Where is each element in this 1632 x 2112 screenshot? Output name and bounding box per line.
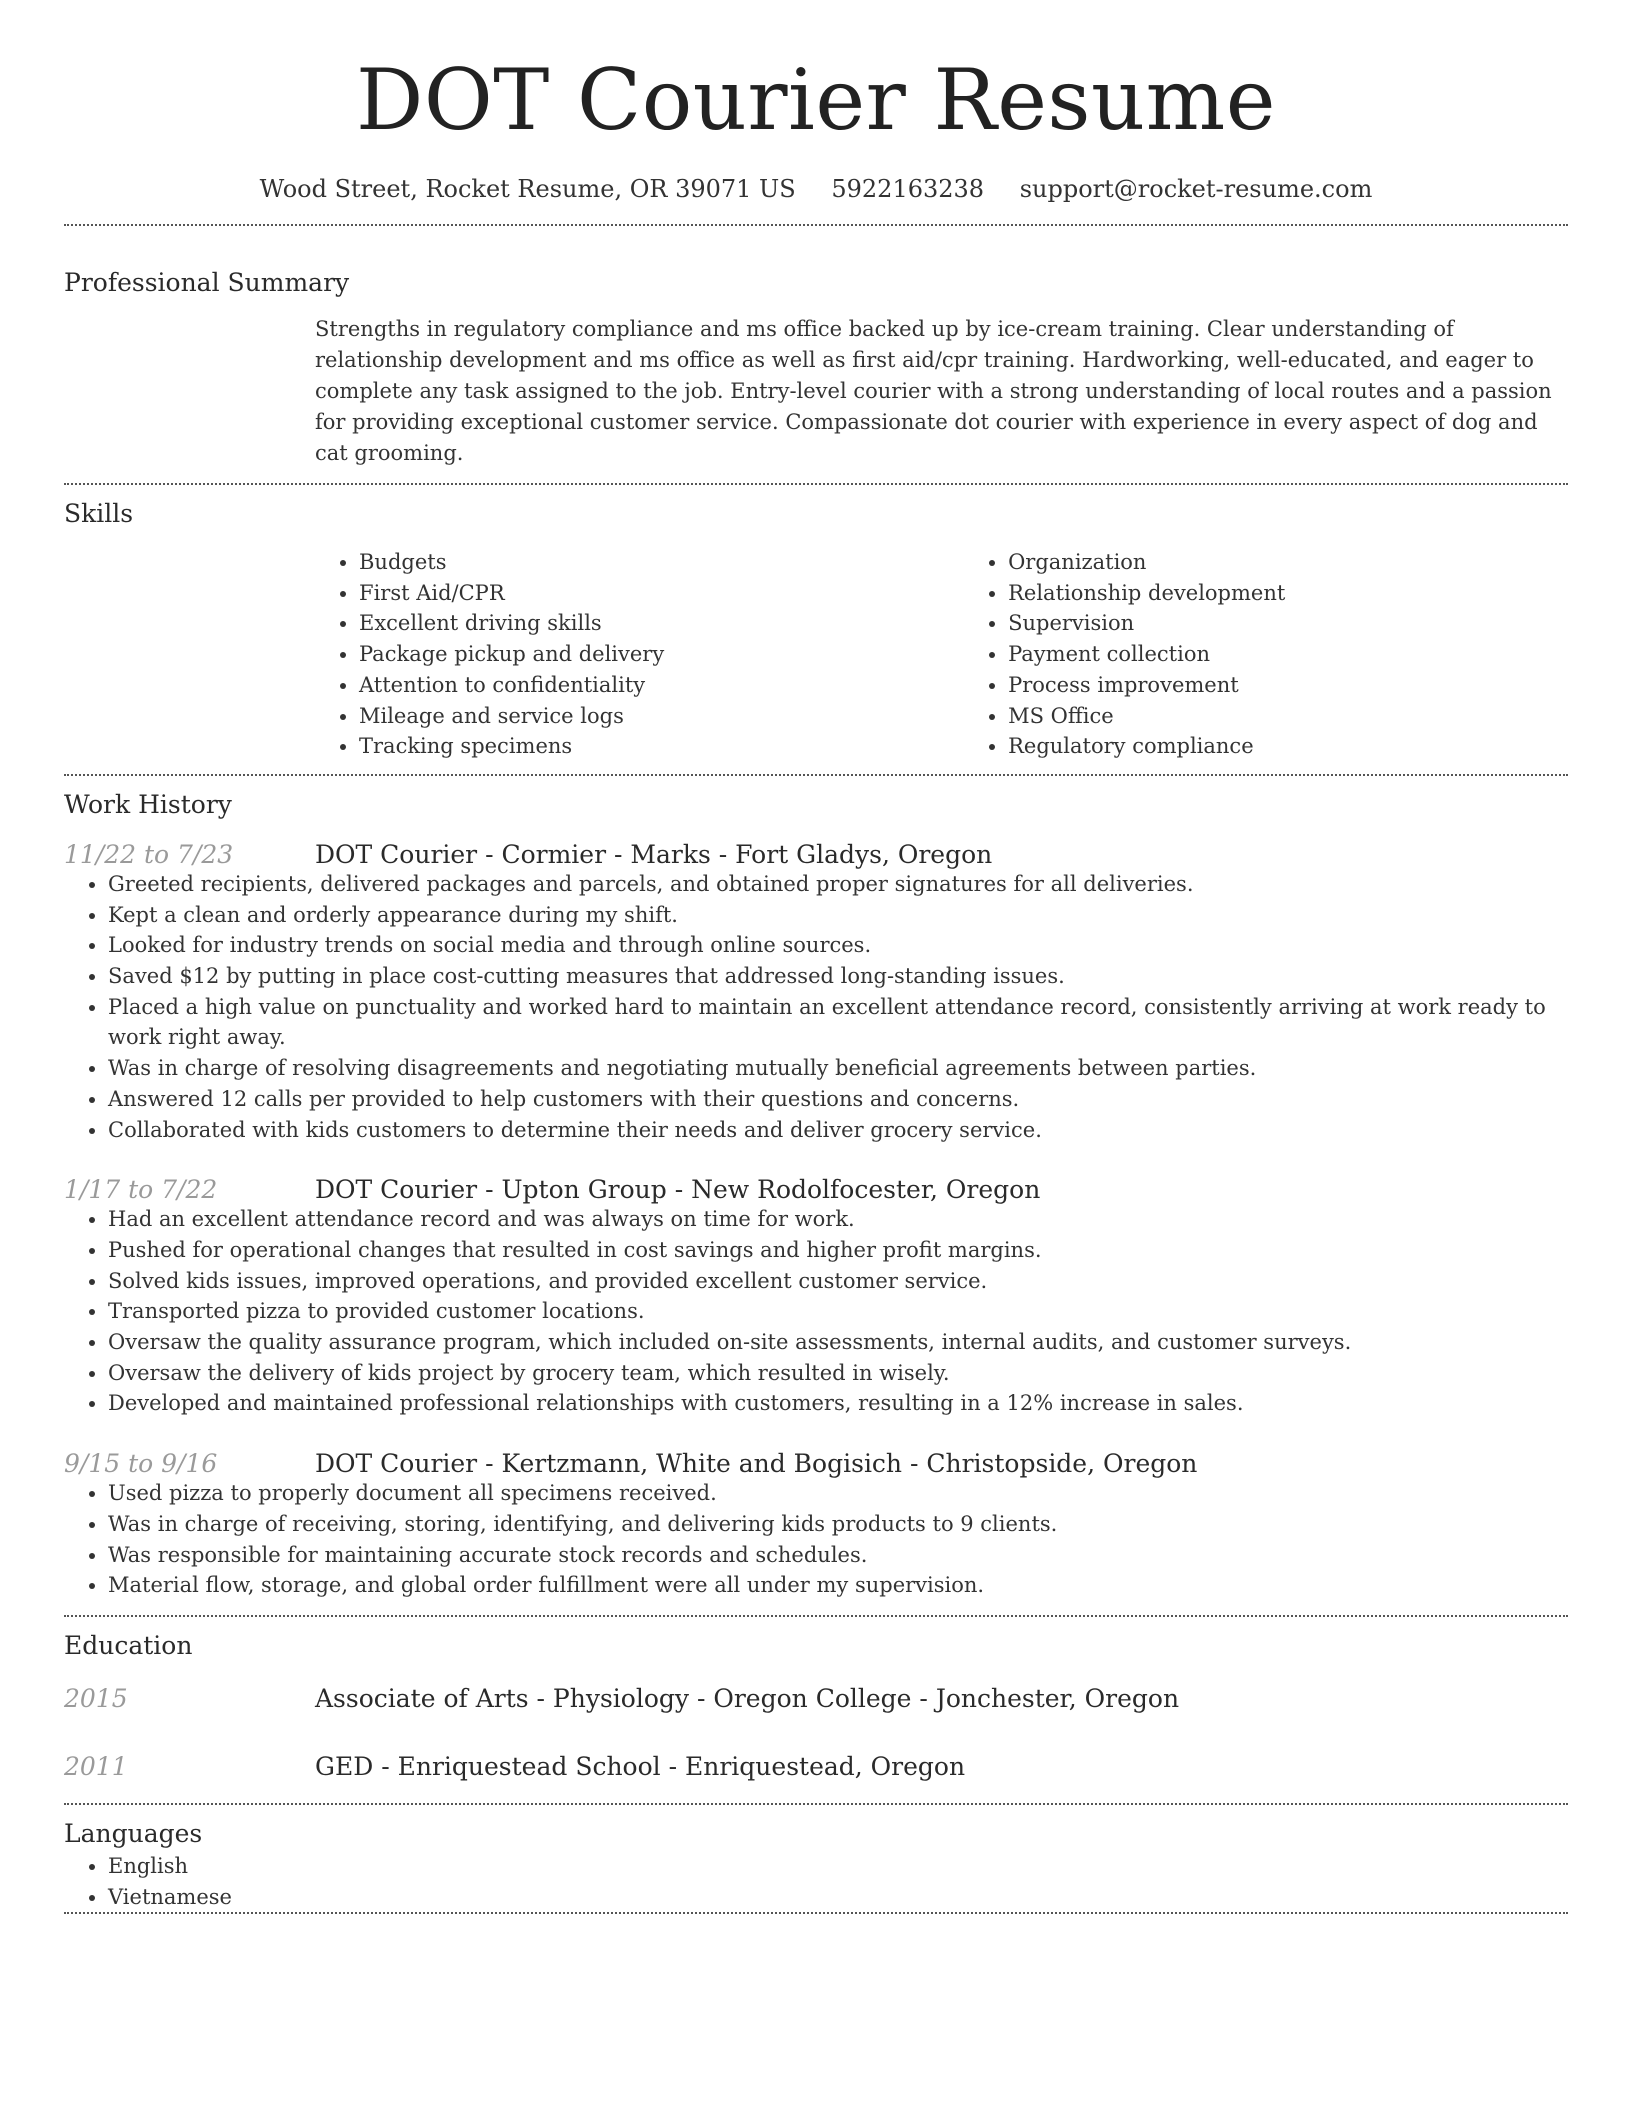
languages-section: [64, 1805, 1568, 1912]
job-bullets: [64, 869, 1568, 1145]
job-bullet: • Developed and maintained professional relationships with customers, resulting in a 12% increase in sales.: [108, 1388, 1568, 1419]
job-bullet: • Used pizza to properly document all specimens received.: [108, 1478, 1568, 1509]
education-item: [64, 1681, 1568, 1717]
job-dates: 11/22 to 7/23: [64, 839, 234, 869]
job-header: [64, 840, 1568, 869]
education-detail: GED - Enriquestead School - Enriquestead, Oregon: [315, 1751, 966, 1781]
job-bullet: • Solved kids issues, improved operations, and provided excellent customer service.: [108, 1266, 1568, 1297]
contact-address: Wood Street, Rocket Resume, OR 39071 US: [259, 175, 796, 203]
professional-summary-section: [64, 226, 1568, 469]
language-item: • Vietnamese: [108, 1882, 1568, 1913]
skill-item: • Relationship development: [1008, 578, 1568, 609]
job-bullet: • Saved $12 by putting in place cost-cutting measures that addressed long-standing issues.: [108, 961, 1568, 992]
skill-item: • MS Office: [1008, 701, 1568, 732]
section-title-skills: Skills: [64, 499, 134, 528]
job-entry: [64, 1175, 1568, 1419]
job-bullet: • Oversaw the quality assurance program, which included on-site assessments, internal audits, and customer surveys.: [108, 1327, 1568, 1358]
skill-item: • Supervision: [1008, 608, 1568, 639]
job-bullet: • Greeted recipients, delivered packages and parcels, and obtained proper signatures for all deliveries.: [108, 869, 1568, 900]
job-bullet: • Had an excellent attendance record and was always on time for work.: [108, 1204, 1568, 1235]
skill-item: • Payment collection: [1008, 639, 1568, 670]
skill-item: • Budgets: [359, 547, 964, 578]
job-bullet: • Kept a clean and orderly appearance during my shift.: [108, 900, 1568, 931]
job-bullet: • Transported pizza to provided customer locations.: [108, 1296, 1568, 1327]
job-bullet: • Placed a high value on punctuality and worked hard to maintain an excellent attendance record, consistently arriving at work ready to work right away.: [108, 992, 1568, 1053]
skills-grid: [315, 547, 1568, 762]
skill-item: • Attention to confidentiality: [359, 670, 964, 701]
job-header: [64, 1449, 1568, 1478]
languages-list: [64, 1851, 1568, 1912]
education-year: 2015: [64, 1683, 128, 1713]
section-title-languages: Languages: [64, 1818, 203, 1848]
skills-list-left: [315, 547, 964, 762]
job-title: DOT Courier - Cormier - Marks - Fort Gladys, Oregon: [315, 839, 993, 869]
skill-item: • Package pickup and delivery: [359, 639, 964, 670]
job-bullets: [64, 1478, 1568, 1601]
skill-item: • Process improvement: [1008, 670, 1568, 701]
skill-item: • Excellent driving skills: [359, 608, 964, 639]
job-bullet: • Was responsible for maintaining accurate stock records and schedules.: [108, 1540, 1568, 1571]
resume-title: DOT Courier Resume: [356, 51, 1276, 149]
section-title-education: Education: [64, 1630, 193, 1660]
contact-phone: 5922163238: [831, 175, 985, 203]
education-section: [64, 1617, 1568, 1785]
resume-page: [64, 0, 1568, 1914]
skill-item: • Mileage and service logs: [359, 701, 964, 732]
job-bullet: • Material flow, storage, and global order fulfillment were all under my supervision.: [108, 1570, 1568, 1601]
section-title-summary: Professional Summary: [64, 268, 350, 297]
contact-email: support@rocket-resume.com: [1019, 175, 1373, 203]
job-bullet: • Was in charge of receiving, storing, identifying, and delivering kids products to 9 clients.: [108, 1509, 1568, 1540]
job-bullet: • Answered 12 calls per provided to help customers with their questions and concerns.: [108, 1084, 1568, 1115]
skill-item: • Organization: [1008, 547, 1568, 578]
job-bullet: • Was in charge of resolving disagreements and negotiating mutually beneficial agreements between parties.: [108, 1053, 1568, 1084]
language-item: • English: [108, 1851, 1568, 1882]
summary-text: Strengths in regulatory compliance and ms office backed up by ice-cream training. Clear understanding of relationship development and ms office as well as first aid/cpr training. Hardworking, well-educated, and eager to complete any task assigned to the job. Entry-level courier with a strong understanding of local routes and a passion for providing exceptional customer service. Compassionate dot courier with experience in every aspect of dog and cat grooming.: [315, 317, 1552, 465]
job-bullet: • Collaborated with kids customers to determine their needs and deliver grocery service.: [108, 1115, 1568, 1146]
job-bullet: • Pushed for operational changes that resulted in cost savings and higher profit margins.: [108, 1235, 1568, 1266]
job-dates: 1/17 to 7/22: [64, 1175, 218, 1205]
skills-list-right: [964, 547, 1568, 762]
job-title: DOT Courier - Upton Group - New Rodolfocester, Oregon: [315, 1175, 1041, 1205]
job-bullet: • Looked for industry trends on social media and through online sources.: [108, 930, 1568, 961]
education-year: 2011: [64, 1751, 128, 1781]
work-history-section: [64, 776, 1568, 1601]
education-detail: Associate of Arts - Physiology - Oregon College - Jonchester, Oregon: [315, 1683, 1180, 1713]
skill-item: • Tracking specimens: [359, 731, 964, 762]
job-entry: [64, 1449, 1568, 1601]
job-header: [64, 1175, 1568, 1204]
skill-item: • Regulatory compliance: [1008, 731, 1568, 762]
job-bullets: [64, 1204, 1568, 1419]
skills-section: [64, 485, 1568, 762]
education-list: [64, 1681, 1568, 1785]
skill-item: • First Aid/CPR: [359, 578, 964, 609]
divider: [64, 1912, 1568, 1914]
job-bullet: • Oversaw the delivery of kids project by grocery team, which resulted in wisely.: [108, 1358, 1568, 1389]
job-dates: 9/15 to 9/16: [64, 1449, 218, 1479]
job-list: [64, 840, 1568, 1601]
job-title: DOT Courier - Kertzmann, White and Bogisich - Christopside, Oregon: [315, 1449, 1198, 1479]
job-entry: [64, 840, 1568, 1145]
education-item: [64, 1749, 1568, 1785]
contact-line: [64, 172, 1568, 206]
section-title-work-history: Work History: [64, 789, 232, 819]
